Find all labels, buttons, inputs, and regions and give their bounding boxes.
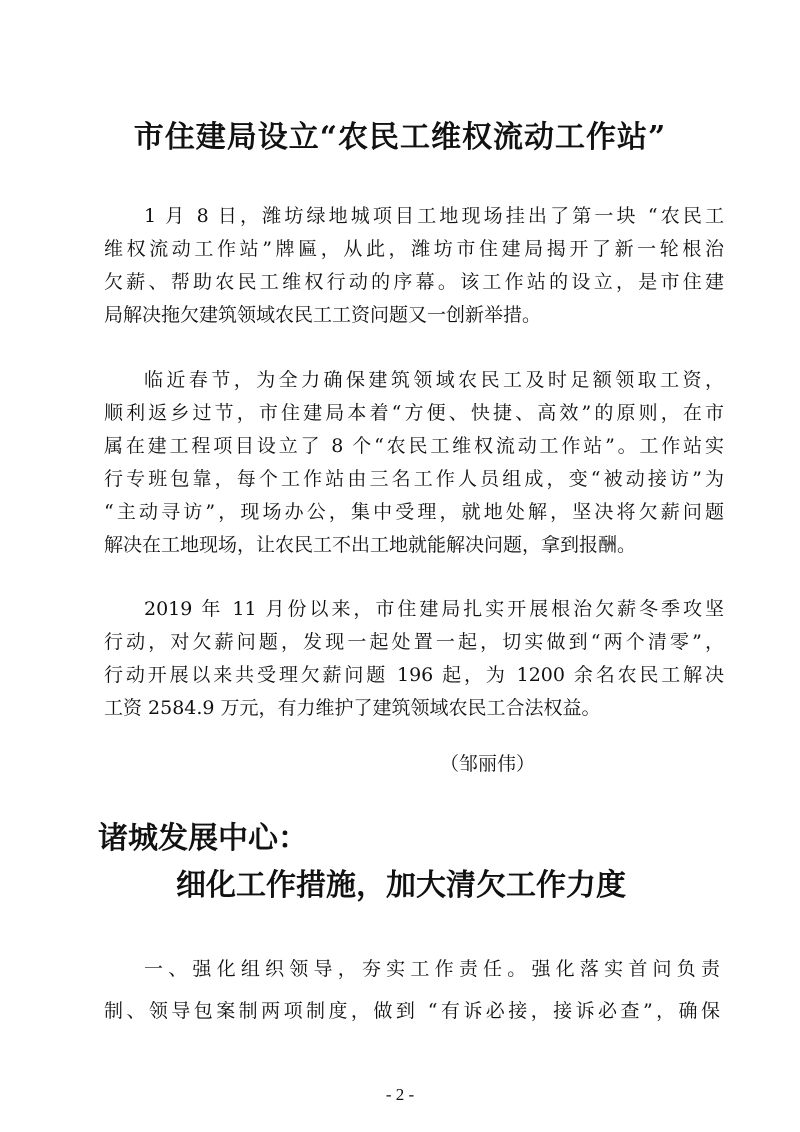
- paragraph-line: 工资 2584.9 万元，有力维护了建筑领域农民工合法权益。: [104, 697, 601, 719]
- section-title-line-2: 细化工作措施，加大清欠工作力度: [176, 868, 626, 903]
- section-paragraph-1: [104, 948, 720, 1032]
- paragraph-line: 局解决拖欠建筑领域农民工工资问题又一创新举措。: [104, 304, 542, 326]
- paragraph-line: 行专班包靠，每个工作站由三名工作人员组成，变“被动接访”为: [104, 468, 724, 490]
- article-paragraph-3: [104, 593, 724, 725]
- paragraph-line: 1 月 8 日，潍坊绿地城项目工地现场挂出了第一块 “农民工: [144, 205, 724, 227]
- paragraph-line: 一、强化组织领导，夯实工作责任。强化落实首问负责: [144, 958, 720, 980]
- paragraph-line: 解决在工地现场，让农民工不出工地就能解决问题，拿到报酬。: [104, 534, 637, 556]
- paragraph-line: “主动寻访”，现场办公，集中受理，就地处解，坚决将欠薪问题: [104, 501, 724, 523]
- article-paragraph-2: [104, 364, 724, 562]
- paragraph-line: 制、领导包案制两项制度，做到 “有诉必接，接诉必查”，确保: [104, 1000, 720, 1022]
- paragraph-line: 行动，对欠薪问题，发现一起处置一起，切实做到“两个清零”，: [104, 631, 724, 653]
- page-number: - 2 -: [385, 1085, 415, 1104]
- paragraph-line: 欠薪、帮助农民工维权行动的序幕。该工作站的设立，是市住建: [104, 271, 724, 293]
- section-title-line-1: 诸城发展中心：: [98, 821, 308, 856]
- paragraph-line: 属在建工程项目设立了 8 个“农民工维权流动工作站”。工作站实: [104, 435, 724, 457]
- article-title: 市住建局设立“农民工维权流动工作站”: [133, 120, 667, 155]
- author-byline: （邹丽伟）: [440, 753, 536, 775]
- paragraph-line: 2019 年 11 月份以来，市住建局扎实开展根治欠薪冬季攻坚: [144, 598, 724, 620]
- paragraph-line: 临近春节，为全力确保建筑领域农民工及时足额领取工资，: [144, 369, 724, 391]
- paragraph-line: 维权流动工作站”牌匾，从此，潍坊市住建局揭开了新一轮根治: [104, 238, 724, 260]
- paragraph-line: 顺利返乡过节，市住建局本着“方便、快捷、高效”的原则，在市: [104, 402, 724, 424]
- paragraph-line: 行动开展以来共受理欠薪问题 196 起，为 1200 余名农民工解决: [104, 664, 724, 686]
- article-paragraph-1: [104, 200, 724, 332]
